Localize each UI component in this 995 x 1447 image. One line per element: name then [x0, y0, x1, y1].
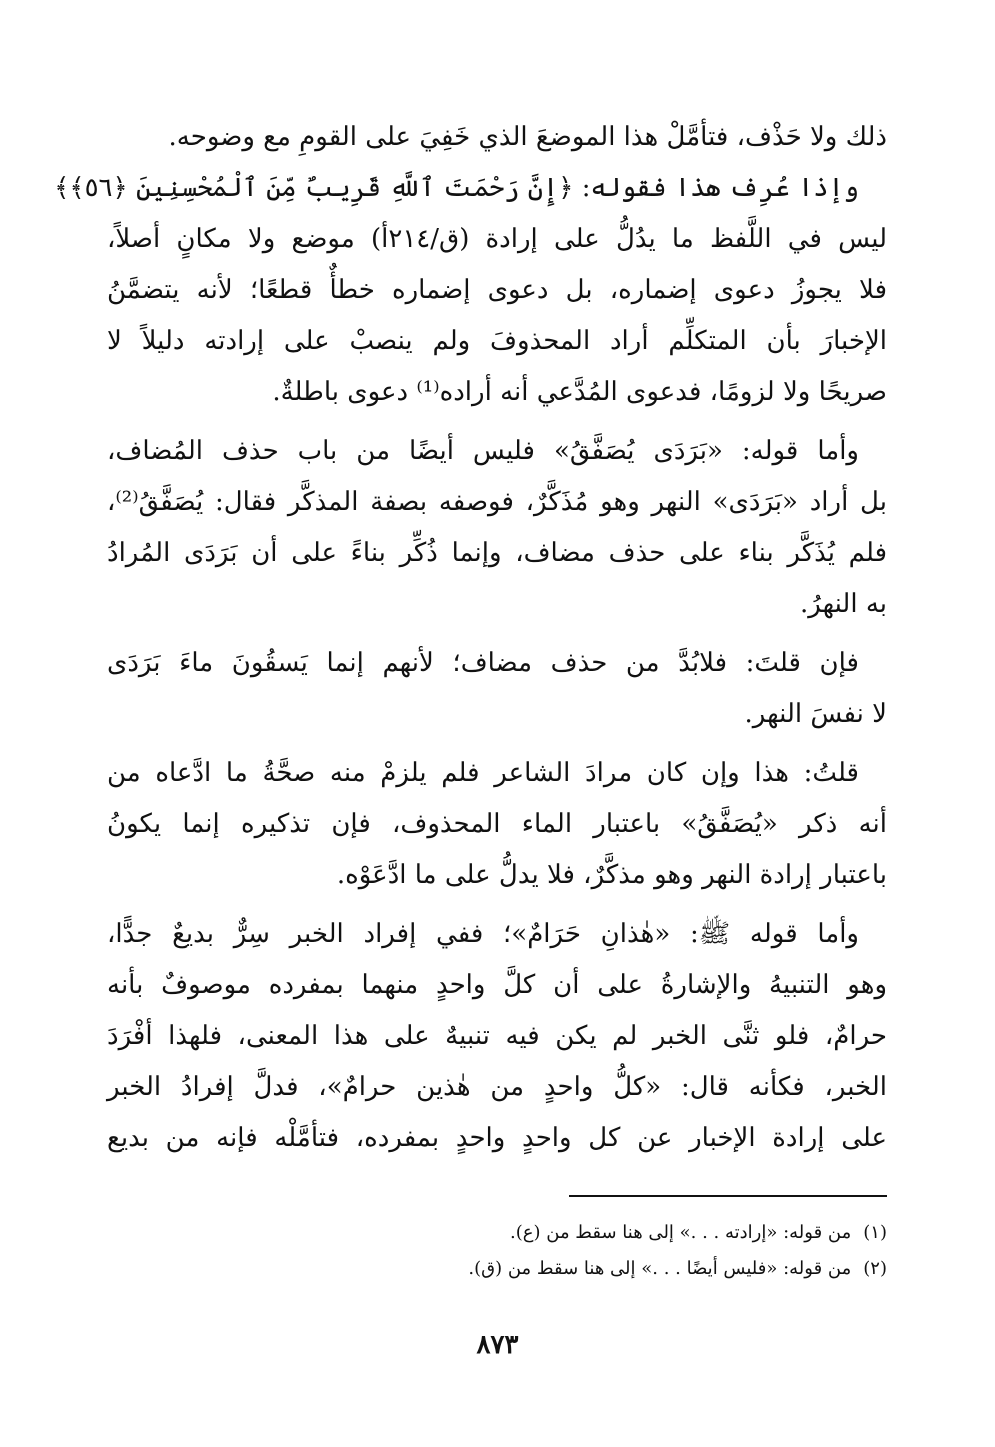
text-line: صريحًا ولا لزومًا، فدعوى المُدَّعي أنه أراده⁽¹⁾ دعوى باطلةٌ. — [272, 377, 887, 407]
footnote-text: من قوله: «فليس أيضًا . . .» إلى هنا سقط من (ق). — [468, 1258, 852, 1279]
paragraph — [107, 909, 887, 1164]
text-line: وإذا عُرِف هذا فقوله: ﴿إِنَّ رَحْمَتَ ٱللَّهِ قَرِيبٌ مِّنَ ٱلْمُحْسِنِينَ ﴿٥٦﴾﴾ — [54, 173, 859, 203]
text-line: به النهرُ. — [799, 589, 887, 619]
text-line: وأما قوله: «بَرَدَى يُصَفَّقُ» فليس أيضًا من باب حذف المُضاف، — [107, 436, 859, 466]
footnote — [287, 1215, 887, 1251]
text-line: باعتبار إرادة النهر وهو مذكَّرٌ، فلا يدلُّ على ما ادَّعَوْه. — [336, 860, 887, 890]
text-line: على إرادة الإخبار عن كل واحدٍ واحدٍ بمفرده، فتأمَّلْه فإنه من بديع — [107, 1123, 887, 1153]
paragraph — [107, 748, 887, 901]
text-line: فلم يُذَكَّر بناء على حذف مضاف، وإنما ذُكِّر بناءً على أن بَرَدَى المُرادُ — [107, 538, 887, 568]
text-line: فلا يجوزُ دعوى إضماره، بل دعوى إضماره خطأٌ قطعًا؛ لأنه يتضمَّنُ — [107, 275, 887, 305]
text-line: حرامٌ، فلو ثنَّى الخبر لم يكن فيه تنبيهٌ على هذا المعنى، فلهذا أفْرَدَ — [107, 1021, 887, 1051]
paragraph — [54, 163, 887, 418]
paragraph — [107, 426, 887, 630]
text-line: وأما قوله ﷺ: «هٰذانِ حَرَامٌ»؛ ففي إفراد الخبر سِرٌّ بديعٌ جدًّا، — [107, 919, 859, 949]
text-line: الخبر، فكأنه قال: «كلُّ واحدٍ من هٰذين حرامٌ»، فدلَّ إفرادُ الخبر — [107, 1072, 887, 1102]
footnotes — [287, 1215, 887, 1287]
footnote-divider — [569, 1195, 887, 1197]
text-line: فإن قلتَ: فلابُدَّ من حذف مضاف؛ لأنهم إنما يَسقُونَ ماءَ بَرَدَى — [107, 648, 859, 678]
footnote-number: (٢) — [863, 1258, 887, 1279]
text-line: الإخبارَ بأن المتكلِّم أراد المحذوفَ ولم ينصبْ على إرادته دليلاً لا — [107, 326, 887, 356]
text-line: قلتُ: هذا وإن كان مرادَ الشاعر فلم يلزمْ منه صحَّةُ ما ادَّعاه من — [107, 758, 859, 788]
text-line: بل أراد «بَرَدَى» النهر وهو مُذَكَّرٌ، فوصفه بصفة المذكَّر فقال: يُصَفَّقُ⁽²⁾، — [107, 487, 887, 517]
main-text — [54, 112, 887, 1172]
text-line: وهو التنبيهُ والإشارةُ على أن كلَّ واحدٍ منهما بمفرده موصوفٌ بأنه — [107, 970, 887, 1000]
paragraph — [107, 638, 887, 740]
text-line: أنه ذكر «يُصَفَّقُ» باعتبار الماء المحذوف، فإن تذكيره إنما يكونُ — [107, 809, 887, 839]
footnote-number: (١) — [863, 1222, 887, 1243]
page-number: ٨٧٣ — [476, 1330, 519, 1360]
text-line: لا نفسَ النهر. — [744, 699, 887, 729]
footnote — [287, 1251, 887, 1287]
text-line: ليس في اللَّفظ ما يدُلُّ على إرادة (ق/٢١٤أ) موضع ولا مكانٍ أصلاً، — [107, 224, 887, 254]
paragraph — [107, 112, 887, 163]
footnote-text: من قوله: «إرادته . . .» إلى هنا سقط من (ع). — [510, 1222, 852, 1243]
text-line: ذلك ولا حَذْف، فتأمَّلْ هذا الموضعَ الذي خَفِيَ على القومِ مع وضوحه. — [168, 122, 887, 152]
